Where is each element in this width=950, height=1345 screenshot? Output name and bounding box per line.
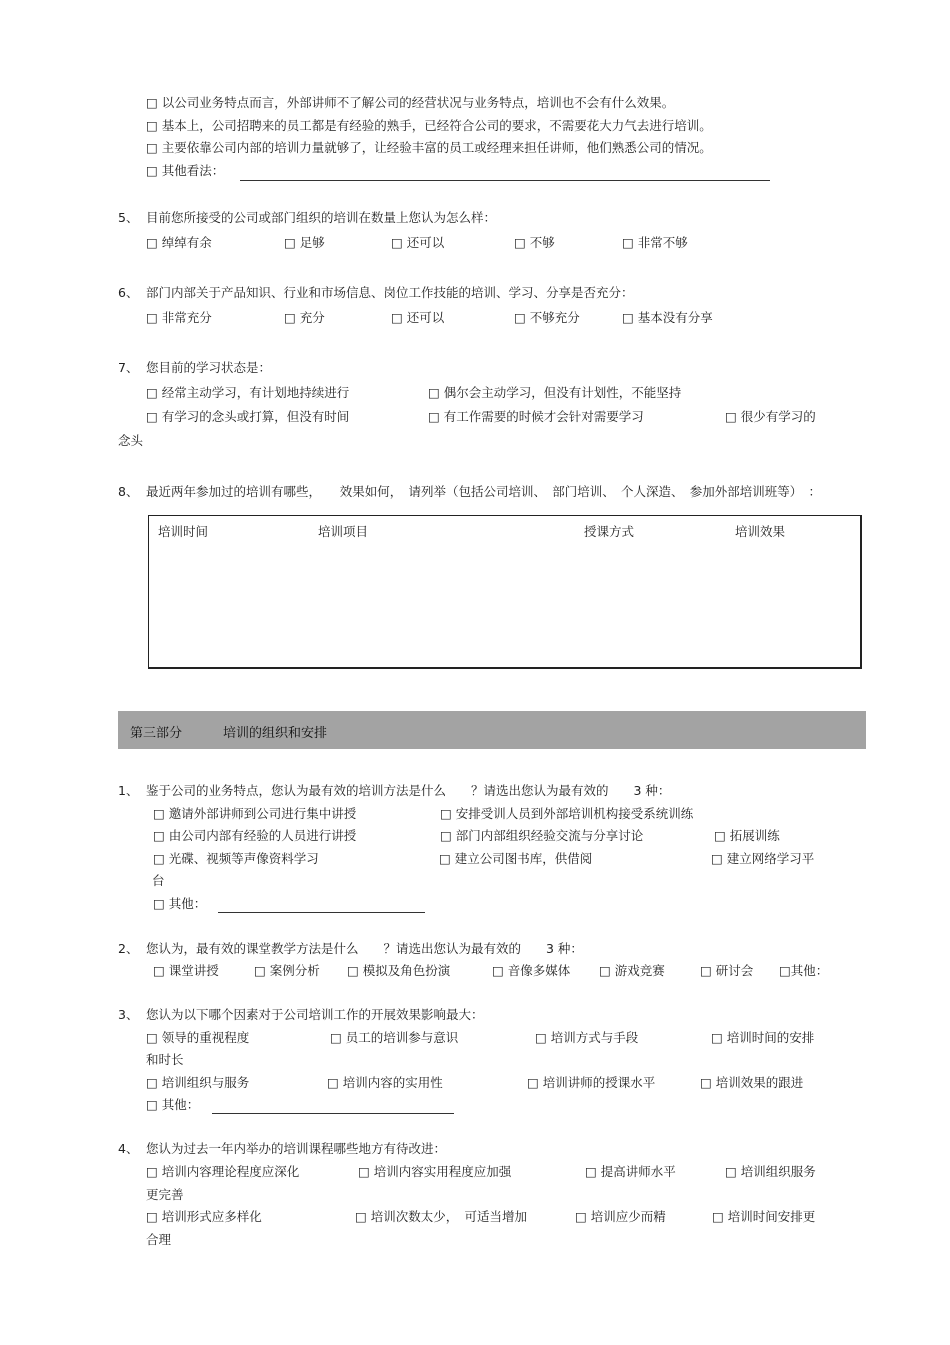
s2-option-3[interactable]: □ 模拟及角色扮演 <box>347 963 451 978</box>
s1-option-2[interactable]: □ 安排受训人员到外部培训机构接受系统训练 <box>440 806 694 821</box>
section-3-label: 第三部分 <box>130 726 183 741</box>
question-7-number: 7、 <box>118 360 139 375</box>
s3-option-4[interactable]: □ 培训时间的安排 <box>711 1030 815 1045</box>
s3-option-other[interactable]: □ 其他： <box>146 1097 200 1112</box>
s2-option-5[interactable]: □ 游戏竞赛 <box>599 963 665 978</box>
question-8-text: 最近两年参加过的培训有哪些， 效果如何， 请列举（包括公司培训、 部门培训、 个人深造、 参加外部培训班等） ： <box>146 484 822 499</box>
s4-option-8[interactable]: □ 培训时间安排更 <box>712 1209 816 1224</box>
s4-text: 您认为过去一年内举办的培训课程哪些地方有待改进： <box>146 1141 447 1156</box>
q7-option-4[interactable]: □ 有工作需要的时候才会针对需要学习 <box>428 409 644 424</box>
s1-option-7[interactable]: □ 建立公司图书库，供借阅 <box>439 851 593 866</box>
q5-option-1[interactable]: □ 绰绰有余 <box>146 235 212 250</box>
s4-option-2[interactable]: □ 培训内容实用程度应加强 <box>358 1164 512 1179</box>
s3-option-8[interactable]: □ 培训效果的跟进 <box>700 1075 804 1090</box>
q6-option-3[interactable]: □ 还可以 <box>391 310 445 325</box>
q5-option-5[interactable]: □ 非常不够 <box>622 235 688 250</box>
s4-option-4[interactable]: □ 培训组织服务 <box>725 1164 816 1179</box>
s4-option-8-wrap: 合理 <box>146 1232 172 1247</box>
s1-option-1[interactable]: □ 邀请外部讲师到公司进行集中讲授 <box>153 806 357 821</box>
s1-option-other[interactable]: □ 其他： <box>153 896 207 911</box>
section-3-banner <box>118 711 866 749</box>
s4-option-4-wrap: 更完善 <box>146 1187 184 1202</box>
option-prev-3[interactable]: □ 主要依靠公司内部的培训力量就够了，让经验丰富的员工或经理来担任讲师，他们熟悉公司的情况。 <box>146 140 712 155</box>
table-header-method: 授课方式 <box>584 524 635 539</box>
s3-option-3[interactable]: □ 培训方式与手段 <box>535 1030 639 1045</box>
q7-option-2[interactable]: □ 偶尔会主动学习，但没有计划性，不能坚持 <box>428 385 682 400</box>
s3-option-6[interactable]: □ 培训内容的实用性 <box>327 1075 443 1090</box>
s2-option-4[interactable]: □ 音像多媒体 <box>492 963 571 978</box>
q6-option-4[interactable]: □ 不够充分 <box>514 310 580 325</box>
s1-option-4[interactable]: □ 部门内部组织经验交流与分享讨论 <box>440 828 644 843</box>
question-6-number: 6、 <box>118 285 139 300</box>
section-3-title: 培训的组织和安排 <box>223 726 328 741</box>
option-prev-2[interactable]: □ 基本上，公司招聘来的员工都是有经验的熟手，已经符合公司的要求，不需要花大力气去进行培训。 <box>146 118 712 133</box>
q7-option-5-wrap: 念头 <box>118 433 144 448</box>
s4-option-1[interactable]: □ 培训内容理论程度应深化 <box>146 1164 300 1179</box>
other-view-input-line[interactable] <box>240 180 770 181</box>
s4-option-7[interactable]: □ 培训应少而精 <box>575 1209 666 1224</box>
table-header-time: 培训时间 <box>158 524 209 539</box>
s2-number: 2、 <box>118 941 139 956</box>
s3-text: 您认为以下哪个因素对于公司培训工作的开展效果影响最大： <box>146 1007 484 1022</box>
s1-option-8[interactable]: □ 建立网络学习平 <box>711 851 815 866</box>
s3-other-input-line[interactable] <box>212 1113 454 1114</box>
s3-option-4-wrap: 和时长 <box>146 1052 184 1067</box>
table-header-effect: 培训效果 <box>735 524 786 539</box>
option-prev-other[interactable]: □ 其他看法： <box>146 163 225 178</box>
s3-option-7[interactable]: □ 培训讲师的授课水平 <box>527 1075 656 1090</box>
s4-option-5[interactable]: □ 培训形式应多样化 <box>146 1209 262 1224</box>
s2-option-6[interactable]: □ 研讨会 <box>700 963 754 978</box>
q6-option-1[interactable]: □ 非常充分 <box>146 310 212 325</box>
option-prev-1[interactable]: □ 以公司业务特点而言，外部讲师不了解公司的经营状况与业务特点，培训也不会有什么效果。 <box>146 95 675 110</box>
q5-option-4[interactable]: □ 不够 <box>514 235 555 250</box>
q5-option-2[interactable]: □ 足够 <box>284 235 325 250</box>
question-7-text: 您目前的学习状态是： <box>146 360 272 375</box>
s1-option-8-wrap: 台 <box>152 873 165 888</box>
s2-option-other[interactable]: □其他： <box>779 963 829 978</box>
question-8-number: 8、 <box>118 484 139 499</box>
s1-other-input-line[interactable] <box>218 912 425 913</box>
s2-text: 您认为，最有效的课堂教学方法是什么 ？请选出您认为最有效的 3 种： <box>146 941 583 956</box>
q6-option-5[interactable]: □ 基本没有分享 <box>622 310 713 325</box>
question-5-number: 5、 <box>118 210 139 225</box>
s3-option-1[interactable]: □ 领导的重视程度 <box>146 1030 250 1045</box>
s1-option-3[interactable]: □ 由公司内部有经验的人员进行讲授 <box>153 828 357 843</box>
s3-number: 3、 <box>118 1007 139 1022</box>
q7-option-3[interactable]: □ 有学习的念头或打算，但没有时间 <box>146 409 350 424</box>
question-5-text: 目前您所接受的公司或部门组织的培训在数量上您认为怎么样： <box>146 210 497 225</box>
s1-text: 鉴于公司的业务特点，您认为最有效的培训方法是什么 ？请选出您认为最有效的 3 种： <box>146 783 671 798</box>
table-header-project: 培训项目 <box>318 524 369 539</box>
s1-option-5[interactable]: □ 拓展训练 <box>714 828 780 843</box>
s1-option-6[interactable]: □ 光碟、视频等声像资料学习 <box>153 851 319 866</box>
q5-option-3[interactable]: □ 还可以 <box>391 235 445 250</box>
s4-option-3[interactable]: □ 提高讲师水平 <box>585 1164 676 1179</box>
s4-number: 4、 <box>118 1141 139 1156</box>
s2-option-1[interactable]: □ 课堂讲授 <box>153 963 219 978</box>
s4-option-6[interactable]: □ 培训次数太少， 可适当增加 <box>355 1209 528 1224</box>
s3-option-2[interactable]: □ 员工的培训参与意识 <box>330 1030 459 1045</box>
q7-option-1[interactable]: □ 经常主动学习，有计划地持续进行 <box>146 385 350 400</box>
s2-option-2[interactable]: □ 案例分析 <box>254 963 320 978</box>
question-6-text: 部门内部关于产品知识、行业和市场信息、岗位工作技能的培训、学习、分享是否充分： <box>146 285 634 300</box>
s3-option-5[interactable]: □ 培训组织与服务 <box>146 1075 250 1090</box>
s1-number: 1、 <box>118 783 139 798</box>
q7-option-5[interactable]: □ 很少有学习的 <box>725 409 816 424</box>
q6-option-2[interactable]: □ 充分 <box>284 310 325 325</box>
